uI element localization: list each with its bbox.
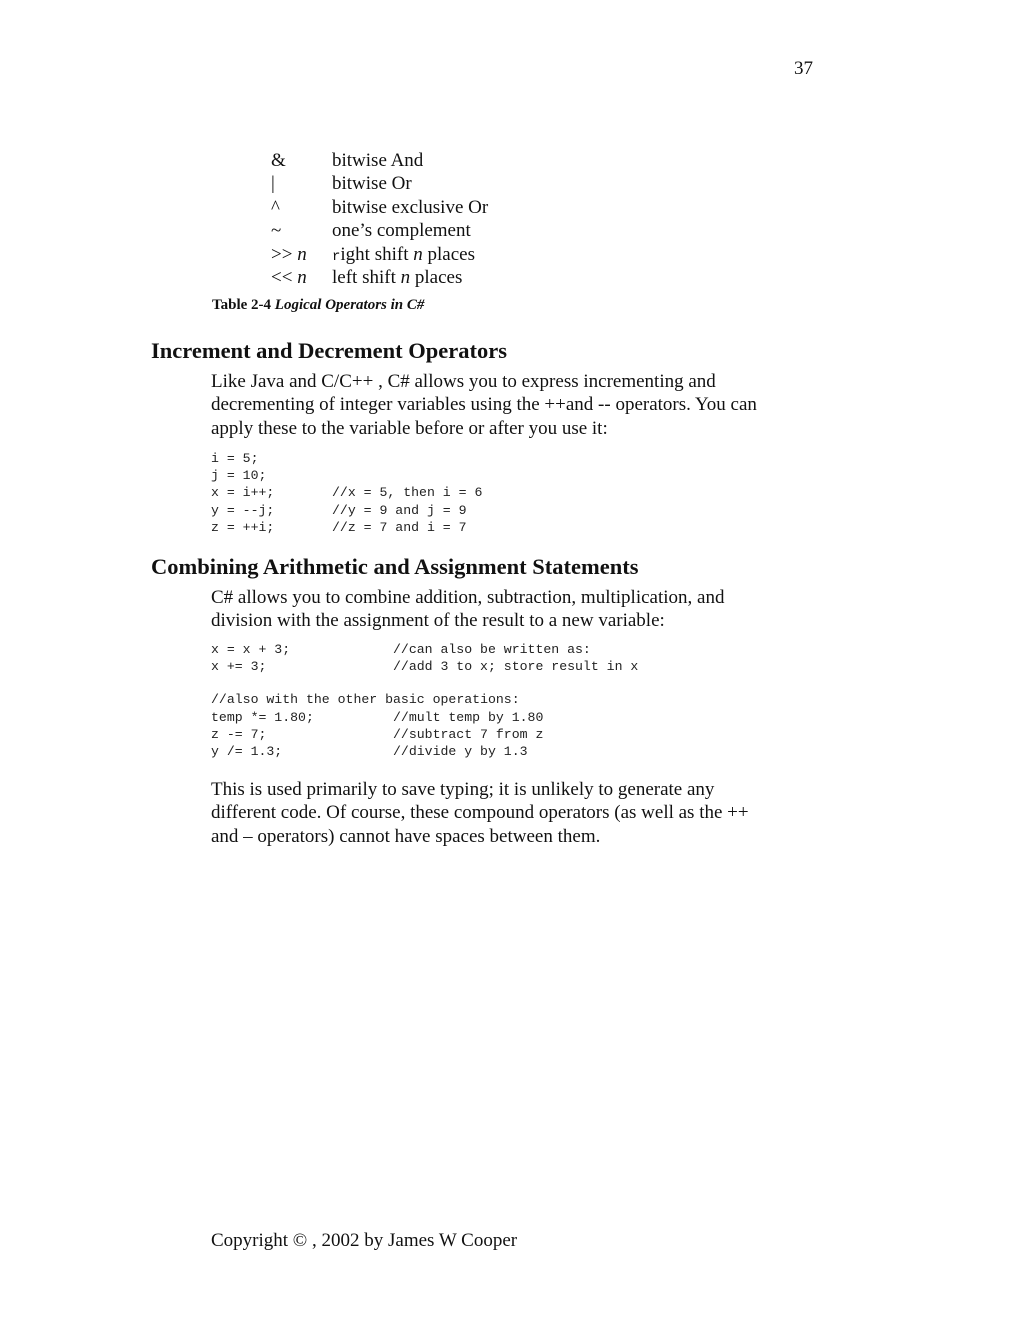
paragraph-line: C# allows you to combine addition, subtraction, multiplication, and [211, 587, 725, 608]
operator-symbol-text: << [271, 266, 298, 288]
code-comment: //divide y by 1.3 [393, 743, 528, 759]
caption-title: Logical Operators in C# [274, 297, 425, 313]
paragraph-line: This is used primarily to save typing; it is unlikely to generate any [211, 779, 715, 800]
code-statement: x += 3; [211, 659, 267, 675]
code-statement: temp *= 1.80; [211, 709, 314, 725]
paragraph-line: different code. Of course, these compound operators (as well as the ++ [211, 802, 749, 824]
operator-description: bitwise And [332, 150, 424, 171]
section-heading-increment: Increment and Decrement Operators [151, 338, 507, 363]
operator-desc-var: n [413, 243, 423, 265]
paragraph-line: and – operators) cannot have spaces between them. [211, 825, 601, 847]
operator-desc-tail: places [410, 266, 463, 288]
operator-description: bitwise Or [332, 173, 412, 195]
code-comment: //subtract 7 from z [393, 726, 544, 742]
increment-paragraph [211, 370, 811, 440]
operator-desc-first: r [332, 248, 341, 265]
page-number: 37 [794, 58, 813, 79]
code-comment: //z = 7 and i = 7 [332, 519, 467, 535]
paragraph-line: Like Java and C/C++ , C# allows you to express incrementing and [211, 371, 716, 392]
code-statement: y = --j; [211, 502, 275, 518]
closing-paragraph [211, 778, 811, 848]
operator-symbol-var: n [297, 266, 307, 288]
code-statement: i = 5; [211, 451, 259, 466]
operator-description [332, 266, 462, 289]
operator-description: bitwise exclusive Or [332, 196, 489, 218]
operator-desc-text: left shift [332, 266, 401, 288]
code-comment: //mult temp by 1.80 [393, 709, 544, 725]
paragraph-line: decrementing of integer variables using the ++and -- operators. You can [211, 394, 757, 416]
operator-symbol-var: n [297, 243, 307, 265]
code-statement: x = i++; [211, 485, 275, 501]
operator-symbol [271, 243, 307, 266]
paragraph-line: apply these to the variable before or after you use it: [211, 417, 608, 439]
combining-paragraph [211, 586, 811, 633]
operator-symbol: | [271, 173, 275, 195]
code-statement: z -= 7; [211, 726, 267, 742]
table-caption [212, 297, 424, 314]
operator-desc-tail: places [422, 243, 475, 265]
operator-symbol-text: >> [271, 243, 298, 265]
code-statement: y /= 1.3; [211, 743, 283, 759]
code-comment: //also with the other basic operations: [211, 692, 520, 708]
code-statement: z = ++i; [211, 519, 275, 535]
copyright-footer: Copyright © , 2002 by James W Cooper [211, 1230, 518, 1251]
operator-desc-var: n [400, 266, 411, 288]
section-heading-combining: Combining Arithmetic and Assignment Statements [151, 554, 639, 579]
operator-description [332, 243, 475, 269]
code-comment: //y = 9 and j = 9 [332, 502, 467, 518]
code-statement: j = 10; [211, 468, 267, 484]
code-statement: x = x + 3; [211, 642, 291, 657]
operator-symbol [271, 266, 307, 289]
operator-description: one’s complement [332, 220, 471, 242]
paragraph-line: division with the assignment of the result to a new variable: [211, 610, 665, 632]
code-comment: //can also be written as: [393, 642, 591, 657]
caption-label: Table 2-4 [212, 297, 275, 313]
operator-desc-text: ight shift [340, 243, 414, 265]
code-comment: //x = 5, then i = 6 [332, 485, 483, 501]
code-comment: //add 3 to x; store result in x [393, 659, 639, 675]
operator-symbol: ^ [271, 196, 280, 218]
operator-symbol: ~ [271, 220, 282, 242]
operator-symbol: & [271, 150, 286, 171]
